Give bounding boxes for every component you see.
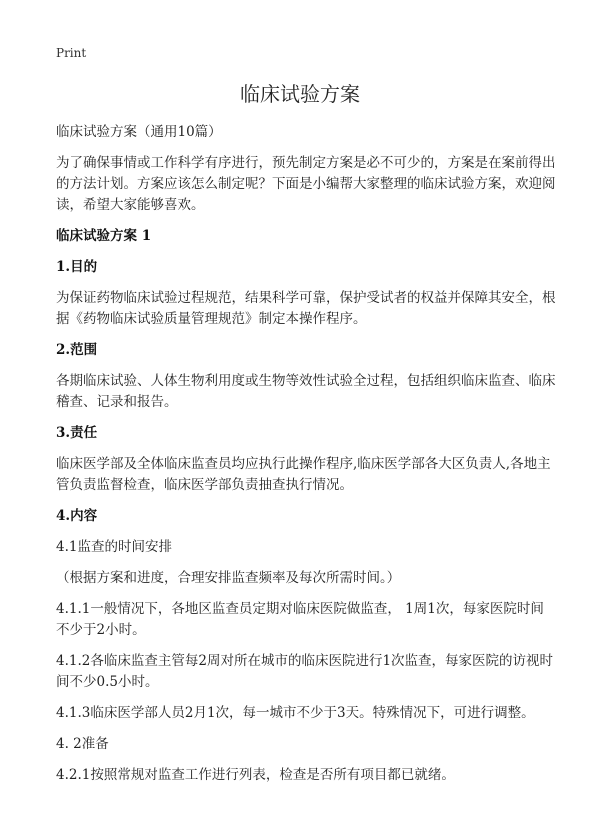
responsibility-paragraph: 临床医学部及全体临床监查员均应执行此操作程序,临床医学部各大区负责人,各地主管负责监督检查，临床医学部负责抽查执行情况。: [56, 456, 551, 493]
intro-paragraph: 为了确保事情或工作科学有序进行，预先制定方案是必不可少的，方案是在案前得出的方法计划。方案应该怎么制定呢？下面是小编帮大家整理的临床试验方案，欢迎阅读，希望大家能够喜欢。: [56, 155, 556, 213]
heading-responsibility: 3.责任: [56, 425, 98, 441]
subsection-4-2: 4. 2准备: [56, 736, 109, 752]
heading-scope: 2.范围: [56, 342, 98, 358]
item-4-1-2: 4.1.2各临床监查主管每2周对所在城市的临床医院进行1次监查，每家医院的访视时间不少0.5小时。: [56, 653, 554, 690]
subsection-4-1-note: （根据方案和进度，合理安排监查频率及每次所需时间。）: [56, 570, 401, 586]
heading-purpose: 1.目的: [56, 259, 98, 275]
purpose-paragraph: 为保证药物临床试验过程规范，结果科学可靠，保护受试者的权益并保障其安全，根据《药物临床试验质量管理规范》制定本操作程序。: [56, 290, 556, 327]
subsection-4-1: 4.1监查的时间安排: [56, 539, 172, 555]
item-4-1-1: 4.1.1一般情况下，各地区监查员定期对临床医院做监查， 1周1次，每家医院时间不少于2小时。: [56, 601, 544, 638]
document-title: 临床试验方案: [240, 82, 360, 106]
document-subtitle: 临床试验方案（通用10篇）: [56, 124, 222, 140]
section-title: 临床试验方案 1: [56, 228, 152, 244]
document-body: [56, 122, 556, 786]
item-4-2-1: 4.2.1按照常规对监查工作进行列表，检查是否所有项目都已就绪。: [56, 767, 455, 783]
heading-content: 4.内容: [56, 508, 98, 524]
item-4-1-3: 4.1.3临床医学部人员2月1次，每一城市不少于3天。特殊情况下，可进行调整。: [56, 705, 535, 721]
print-label[interactable]: Print: [56, 46, 87, 60]
scope-paragraph: 各期临床试验、人体生物利用度或生物等效性试验全过程，包括组织临床监查、临床稽查、记录和报告。: [56, 373, 556, 410]
